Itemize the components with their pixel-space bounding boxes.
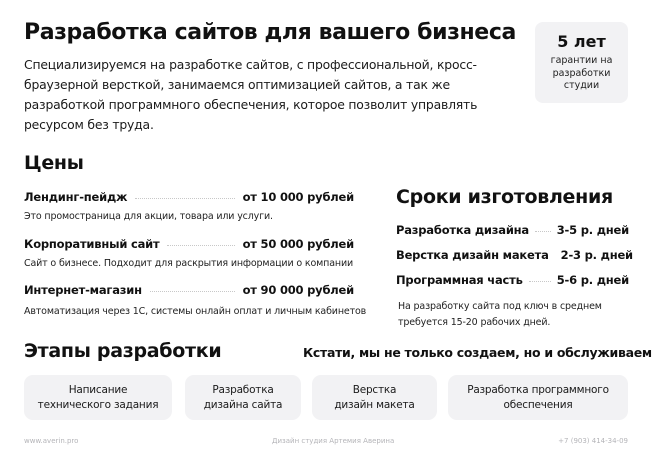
guarantee-years: 5 лет	[557, 32, 606, 51]
dotted-leader	[135, 198, 234, 199]
stage-label: Написание	[68, 383, 128, 396]
intro-paragraph: Специализируемся на разработке сайтов, с профессиональной, кросс-браузерной версткой, занимаемся оптимизацией сайтов, а так же разработкой программного обеспечения, которое позволит управлять ресурсом без труда.	[24, 57, 478, 132]
stage-card-markup	[312, 375, 437, 420]
price-description: Сайт о бизнесе. Подходит для раскрытия информации о компании	[24, 258, 353, 269]
footer-studio-name: Дизайн студия Артемия Аверина	[272, 437, 395, 445]
stage-label: дизайн макета	[334, 398, 415, 411]
dotted-leader	[167, 245, 234, 246]
term-name: Программная часть	[396, 273, 523, 287]
term-value: 5-6 р. дней	[556, 273, 629, 287]
stage-label: Разработка	[212, 383, 274, 396]
dotted-leader	[150, 291, 235, 292]
prices-heading: Цены	[24, 152, 84, 174]
term-value: 2-3 р. дней	[560, 248, 633, 262]
price-value: от 10 000 рублей	[242, 190, 354, 204]
guarantee-caption-line: разработки	[552, 67, 611, 79]
stage-card-spec	[24, 375, 172, 420]
stage-card-design	[185, 375, 301, 420]
price-description: Это промостраница для акции, товара или услуги.	[24, 211, 273, 222]
guarantee-caption-line: гарантии на	[550, 55, 613, 66]
service-subtitle: Кстати, мы не только создаем, но и обслуживаем	[303, 345, 652, 360]
stage-label: обеспечения	[503, 398, 573, 411]
stage-label: технического задания	[37, 398, 159, 411]
price-row-corporate	[24, 237, 354, 251]
price-name: Интернет-магазин	[24, 283, 142, 297]
term-name: Верстка дизайн макета	[396, 248, 549, 262]
price-name: Корпоративный сайт	[24, 237, 160, 251]
stage-label: Разработка программного	[467, 383, 609, 396]
guarantee-caption-line: студии	[563, 80, 600, 91]
term-row-design	[396, 223, 629, 237]
dotted-leader	[529, 281, 551, 282]
guarantee-badge	[535, 22, 628, 103]
stage-card-software	[448, 375, 628, 420]
price-value: от 50 000 рублей	[242, 237, 354, 251]
guarantee-caption	[535, 55, 628, 93]
price-value: от 90 000 рублей	[242, 283, 354, 297]
dotted-leader	[535, 231, 551, 232]
terms-note: На разработку сайта под ключ в среднем требуется 15-20 рабочих дней.	[398, 301, 602, 328]
price-name: Лендинг-пейдж	[24, 190, 128, 204]
stages-heading: Этапы разработки	[24, 340, 222, 362]
term-value: 3-5 р. дней	[556, 223, 629, 237]
term-row-markup	[396, 248, 633, 262]
stage-label: Верстка	[352, 383, 397, 396]
footer-website-link[interactable]: www.averin.pro	[24, 437, 79, 445]
terms-heading: Сроки изготовления	[396, 186, 613, 208]
stage-label: дизайна сайта	[203, 398, 283, 411]
price-row-shop	[24, 283, 354, 297]
price-row-landing	[24, 190, 354, 204]
term-name: Разработка дизайна	[396, 223, 529, 237]
term-row-backend	[396, 273, 629, 287]
footer-phone[interactable]: +7 (903) 414-34-09	[558, 437, 628, 445]
page-title: Разработка сайтов для вашего бизнеса	[24, 20, 516, 45]
price-description: Автоматизация через 1С, системы онлайн оплат и личным кабинетов	[24, 306, 367, 317]
